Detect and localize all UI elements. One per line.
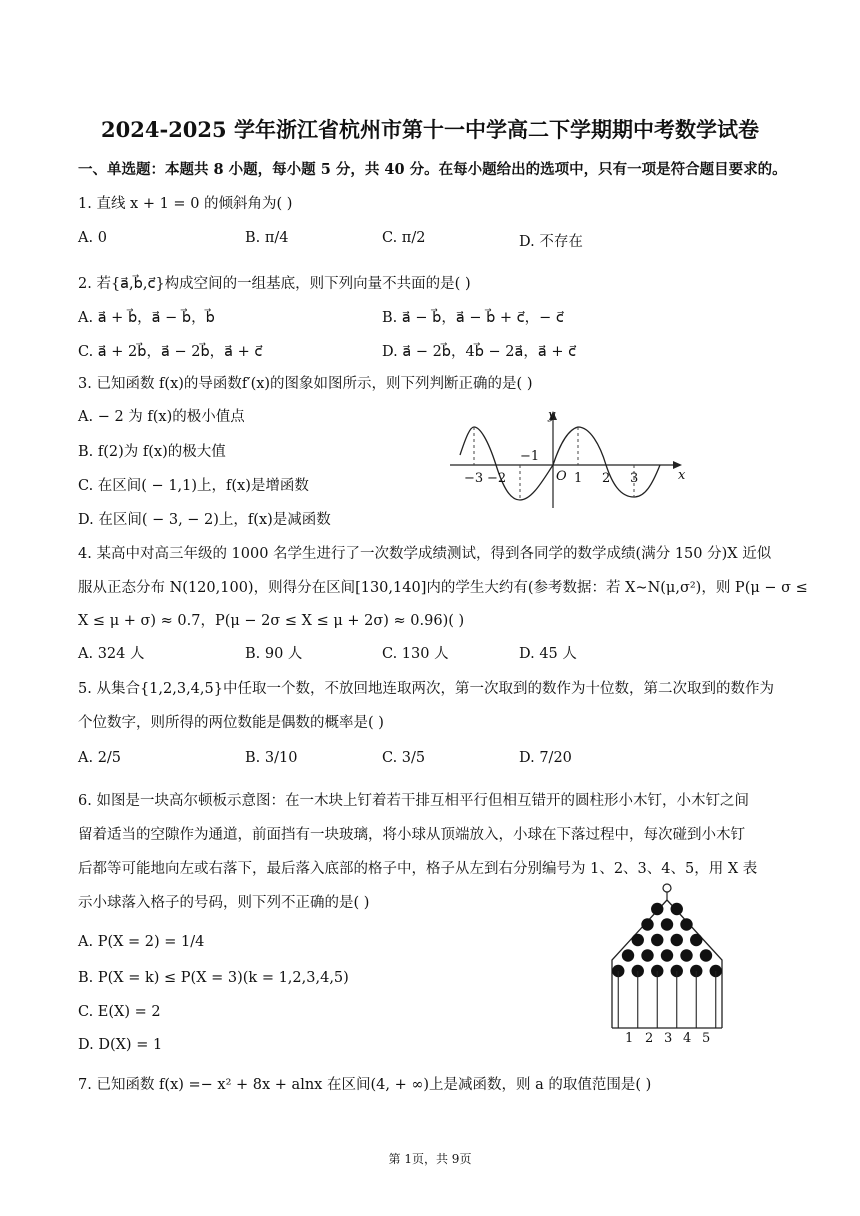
slot-label-4: 4	[683, 1031, 692, 1046]
peg	[651, 903, 663, 915]
tick-minus3: −3	[464, 471, 484, 486]
slot-label-2: 2	[645, 1031, 654, 1046]
peg	[671, 934, 683, 946]
q2-option-d: D. a⃗ − 2b⃗，4b⃗ − 2a⃗，a⃗ + c⃗	[382, 344, 577, 360]
q1-option-c: C. π/2	[382, 230, 426, 246]
q6-option-d: D. D(X) = 1	[78, 1037, 163, 1053]
peg	[671, 903, 683, 915]
question-2-stem: 2. 若{a⃗,b⃗,c⃗}构成空间的一组基底，则下列向量不共面的是( )	[78, 276, 471, 292]
origin-label: O	[556, 469, 567, 484]
q2-option-c: C. a⃗ + 2b⃗，a⃗ − 2b⃗，a⃗ + c⃗	[78, 344, 263, 360]
peg	[651, 934, 663, 946]
q6-option-c: C. E(X) = 2	[78, 1004, 161, 1020]
q3-option-c: C. 在区间( − 1,1)上，f(x)是增函数	[78, 478, 309, 494]
question-1-stem: 1. 直线 x + 1 = 0 的倾斜角为( )	[78, 196, 293, 212]
q4-option-d: D. 45 人	[519, 646, 577, 662]
q4-option-a: A. 324 人	[78, 646, 145, 662]
peg	[661, 949, 673, 961]
q1-option-b: B. π/4	[245, 230, 289, 246]
q6-option-a: A. P(X = 2) = 1/4	[78, 934, 205, 950]
q3-option-b: B. f(2)为 f(x)的极大值	[78, 444, 226, 460]
peg	[700, 949, 712, 961]
galton-board	[604, 880, 738, 1046]
question-5-line1: 5. 从集合{1,2,3,4,5}中任取一个数，不放回地连取两次，第一次取到的数作为十位数，第二次取到的数作为	[78, 681, 774, 697]
slot-label-3: 3	[664, 1031, 673, 1046]
question-6-line2: 留着适当的空隙作为通道，前面挡有一块玻璃，将小球从顶端放入，小球在下落过程中，每次碰到小木钉	[78, 827, 745, 843]
q5-option-b: B. 3/10	[245, 750, 298, 766]
peg	[690, 934, 702, 946]
q3-option-a: A. − 2 为 f(x)的极小值点	[78, 409, 245, 425]
q1-option-a: A. 0	[78, 230, 107, 246]
question-4-line3: X ≤ μ + σ) ≈ 0.7，P(μ − 2σ ≤ X ≤ μ + 2σ) ≈ 0.96)( )	[78, 613, 465, 629]
peg	[641, 918, 653, 930]
q2-option-b: B. a⃗ − b⃗，a⃗ − b⃗ + c⃗，− c⃗	[382, 310, 564, 326]
peg	[632, 934, 644, 946]
slot-dividers	[618, 971, 716, 1028]
x-axis-label: x	[678, 468, 686, 483]
peg-grid	[612, 903, 722, 977]
question-5-line2: 个位数字，则所得的两位数能是偶数的概率是( )	[78, 715, 384, 731]
question-6-line3: 后都等可能地向左或右落下，最后落入底部的格子中，格子从左到右分别编号为 1、2、3、4、5，用 X 表	[78, 861, 758, 877]
q4-option-c: C. 130 人	[382, 646, 449, 662]
q1-option-d: D. 不存在	[519, 234, 583, 250]
q4-option-b: B. 90 人	[245, 646, 303, 662]
question-4-line2: 服从正态分布 N(120,100)，则得分在区间[130,140]内的学生大约有(参考数据：若 X∼N(μ,σ²)，则 P(μ − σ ≤	[78, 580, 808, 596]
page-title: 2024-2025 学年浙江省杭州市第十一中学高二下学期期中考数学试卷	[101, 117, 759, 142]
q2-option-a: A. a⃗ + b⃗，a⃗ − b⃗，b⃗	[78, 310, 215, 326]
question-7-stem: 7. 已知函数 f(x) =− x² + 8x + alnx 在区间(4, + ∞)上是减函数，则 a 的取值范围是( )	[78, 1077, 652, 1093]
peg	[680, 949, 692, 961]
tick-minus1: −1	[520, 449, 540, 464]
derivative-curve	[460, 427, 660, 500]
question-3-stem: 3. 已知函数 f(x)的导函数f′(x)的图象如图所示，则下列判断正确的是( )	[78, 376, 533, 392]
tick-1: 1	[574, 471, 583, 486]
tick-minus2: −2	[487, 471, 507, 486]
page-footer: 第 1页，共 9页	[388, 1152, 472, 1166]
y-axis-label: y	[548, 408, 556, 423]
slot-label-1: 1	[625, 1031, 634, 1046]
q5-option-c: C. 3/5	[382, 750, 426, 766]
section-header: 一、单选题：本题共 8 小题，每小题 5 分，共 40 分。在每小题给出的选项中，只有一项是符合题目要求的。	[78, 161, 787, 178]
peg	[661, 918, 673, 930]
question-4-line1: 4. 某高中对高三年级的 1000 名学生进行了一次数学成绩测试，得到各同学的数学成绩(满分 150 分)X 近似	[78, 546, 772, 562]
q3-option-d: D. 在区间( − 3, − 2)上，f(x)是减函数	[78, 512, 331, 528]
ball-entry-icon	[663, 884, 671, 892]
slot-label-5: 5	[702, 1031, 711, 1046]
derivative-graph	[440, 405, 700, 510]
tick-3: 3	[630, 471, 639, 486]
question-6-line1: 6. 如图是一块高尔顿板示意图：在一木块上钉着若干排互相平行但相互错开的圆柱形小木钉，小木钉之间	[78, 793, 749, 809]
peg	[622, 949, 634, 961]
peg	[680, 918, 692, 930]
q5-option-d: D. 7/20	[519, 750, 572, 766]
question-6-line4: 示小球落入格子的号码，则下列不正确的是( )	[78, 895, 370, 911]
q6-option-b: B. P(X = k) ≤ P(X = 3)(k = 1,2,3,4,5)	[78, 970, 349, 986]
q5-option-a: A. 2/5	[78, 750, 122, 766]
peg	[641, 949, 653, 961]
tick-2: 2	[602, 471, 611, 486]
